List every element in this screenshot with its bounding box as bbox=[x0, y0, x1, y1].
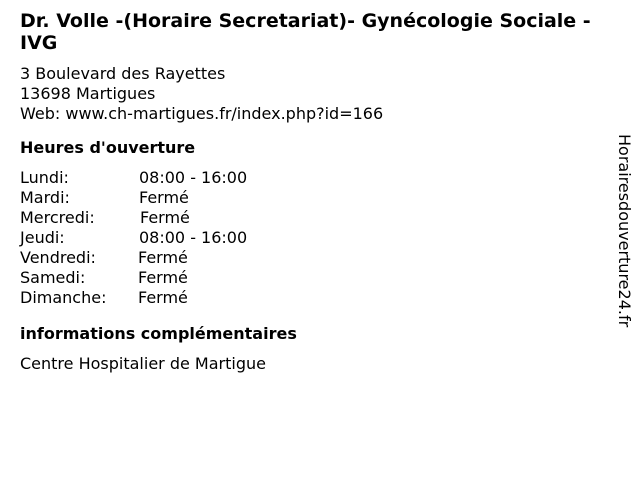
hours-day: Vendredi: bbox=[20, 248, 96, 267]
hours-time: Fermé bbox=[138, 268, 188, 287]
address-block bbox=[20, 64, 600, 124]
hours-time: Fermé bbox=[140, 208, 190, 227]
hours-time: 08:00 - 16:00 bbox=[139, 168, 248, 187]
website: Web: www.ch-martigues.fr/index.php?id=166 bbox=[20, 104, 384, 123]
hours-row-saturday bbox=[20, 268, 600, 288]
hours-day: Mercredi: bbox=[20, 208, 95, 227]
hours-time: 08:00 - 16:00 bbox=[139, 228, 248, 247]
hours-day: Lundi: bbox=[20, 168, 69, 187]
opening-hours-table bbox=[20, 168, 600, 308]
street-address: 3 Boulevard des Rayettes bbox=[20, 64, 226, 83]
business-card bbox=[20, 10, 600, 374]
hours-day: Dimanche: bbox=[20, 288, 107, 307]
info-heading: informations complémentaires bbox=[20, 324, 297, 343]
hours-day: Mardi: bbox=[20, 188, 70, 207]
page-title: Dr. Volle -(Horaire Secretariat)- Gynécologie Sociale - IVG bbox=[20, 10, 591, 54]
hours-heading: Heures d'ouverture bbox=[20, 138, 196, 157]
hours-row-wednesday bbox=[20, 208, 600, 228]
hours-row-tuesday bbox=[20, 188, 600, 208]
city-address: 13698 Martigues bbox=[20, 84, 156, 103]
hours-row-monday bbox=[20, 168, 600, 188]
hours-time: Fermé bbox=[138, 248, 188, 267]
hours-row-sunday bbox=[20, 288, 600, 308]
brand-watermark: Horairesdouverture24.fr bbox=[615, 134, 634, 328]
hours-row-friday bbox=[20, 248, 600, 268]
hours-day: Jeudi: bbox=[20, 228, 65, 247]
hours-time: Fermé bbox=[138, 288, 188, 307]
info-text: Centre Hospitalier de Martigue bbox=[20, 354, 266, 373]
hours-time: Fermé bbox=[139, 188, 189, 207]
hours-row-thursday bbox=[20, 228, 600, 248]
hours-day: Samedi: bbox=[20, 268, 86, 287]
